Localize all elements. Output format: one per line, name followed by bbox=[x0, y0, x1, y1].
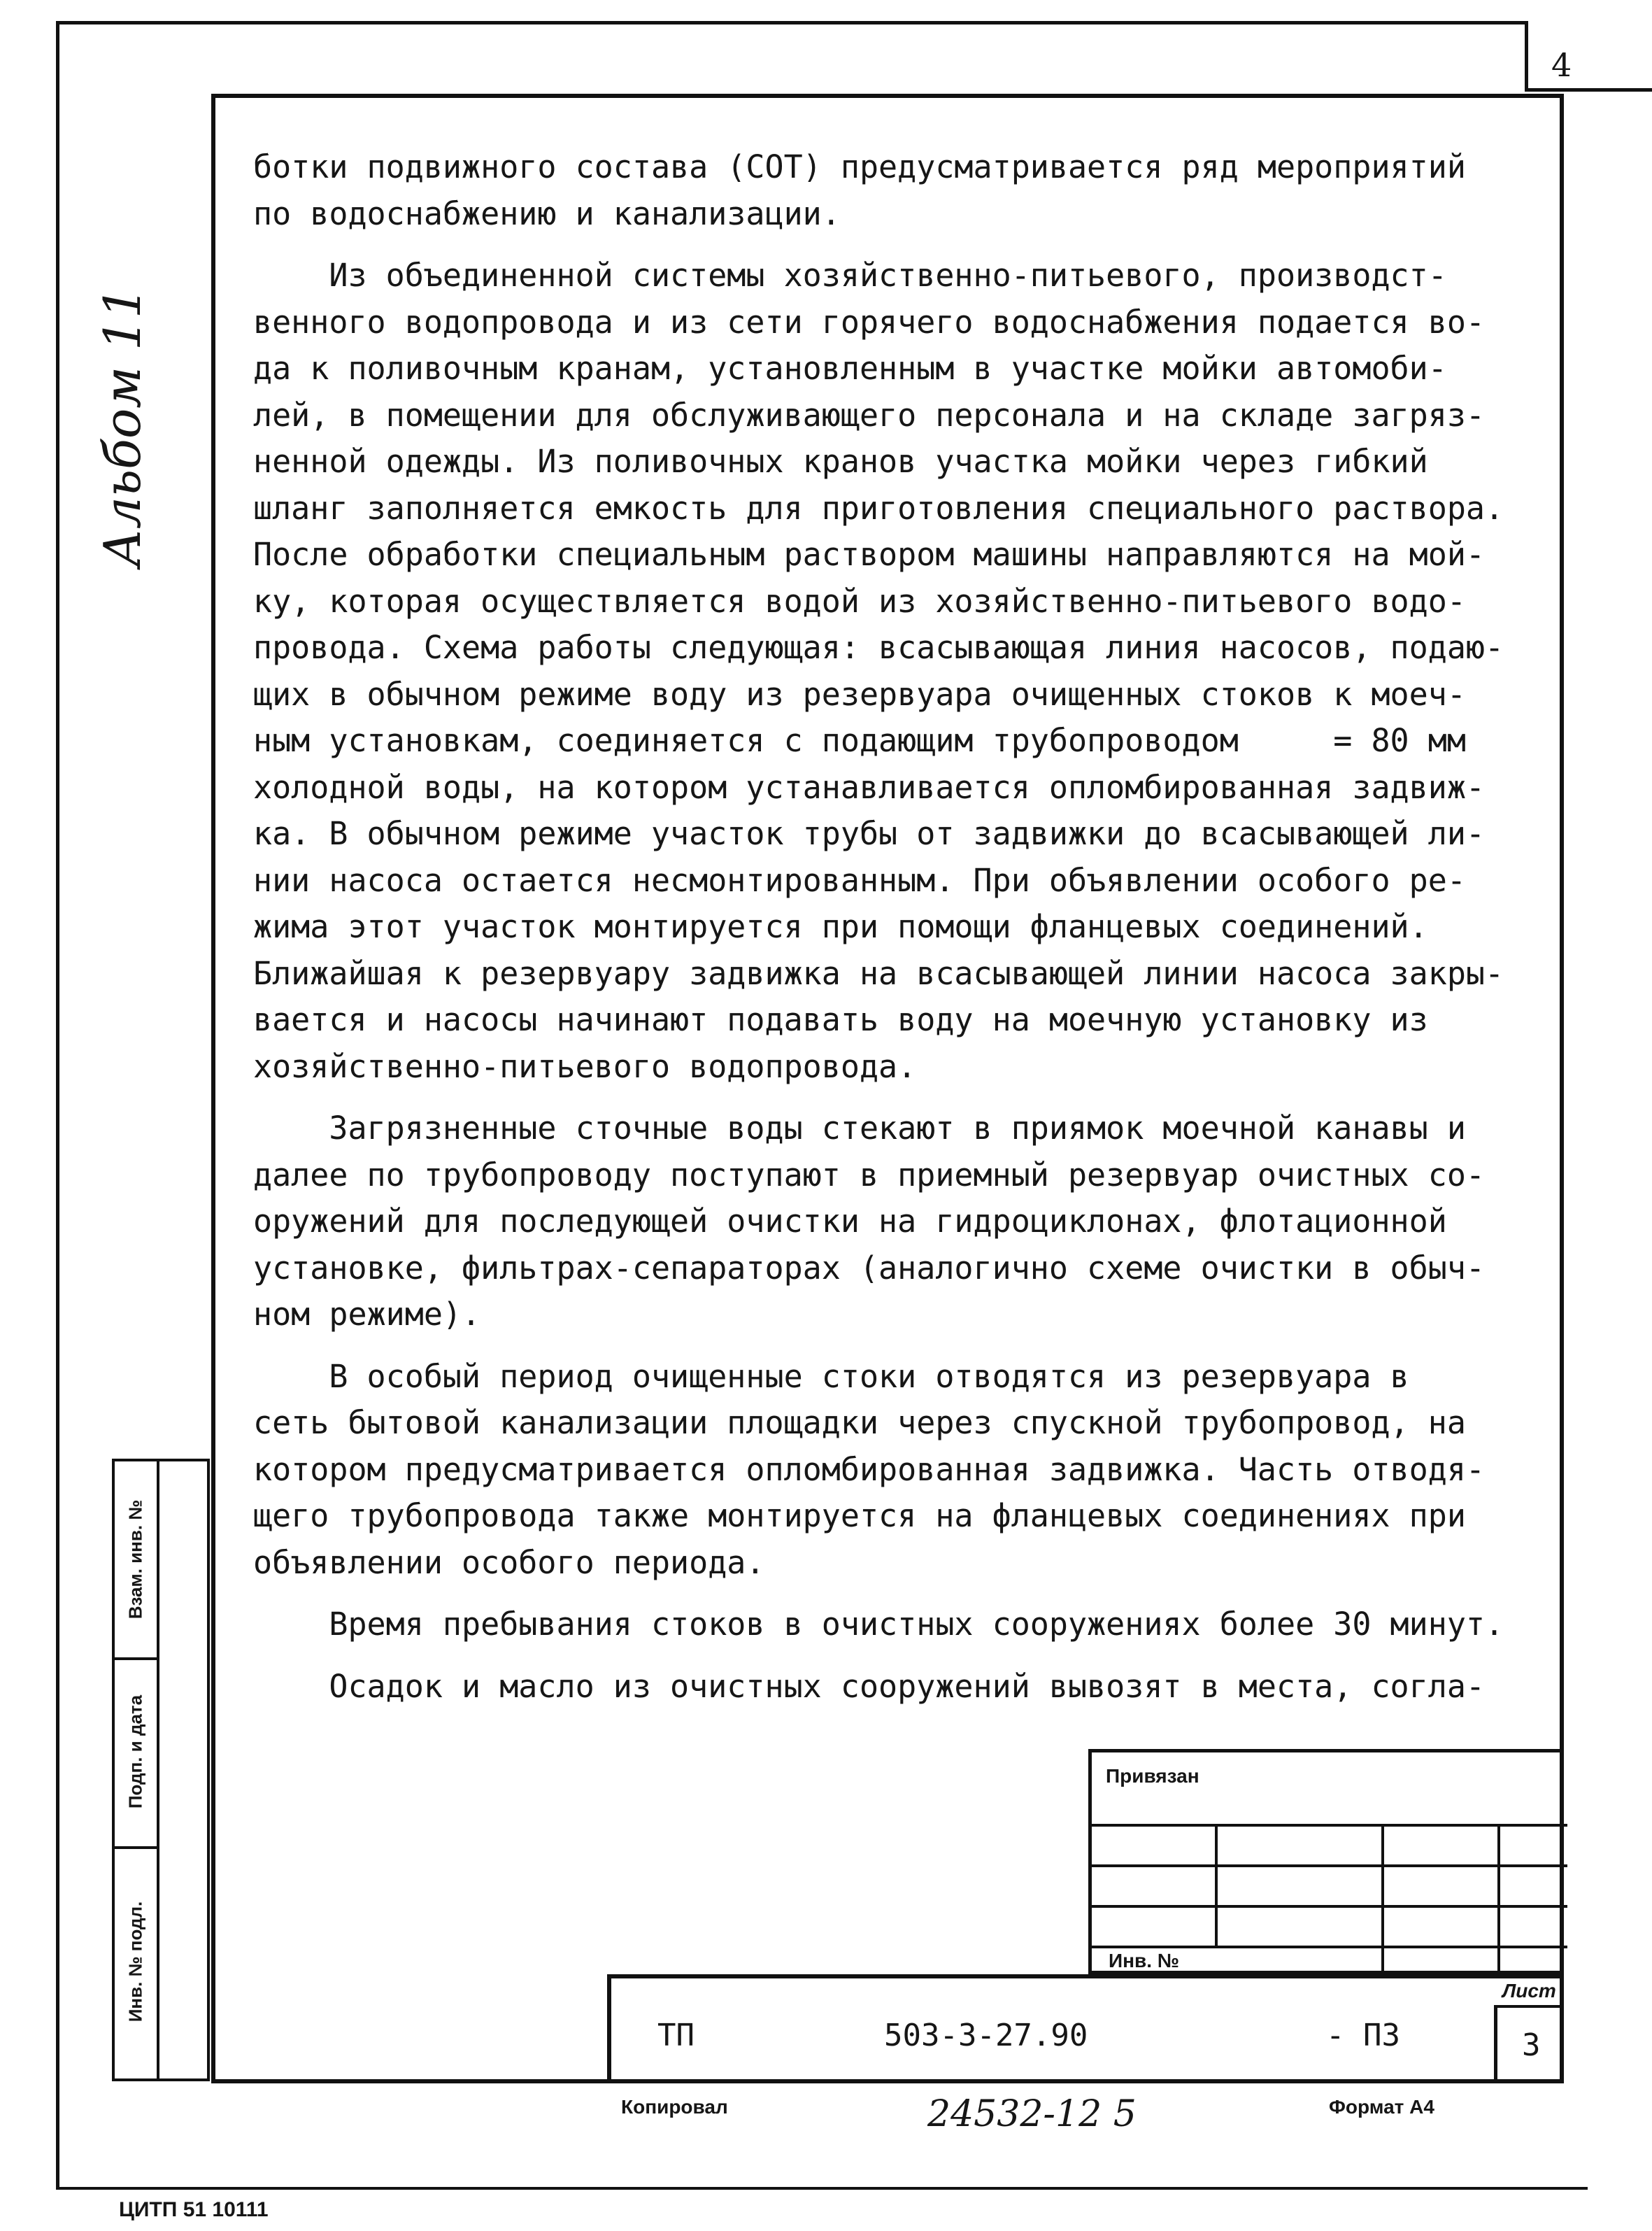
text-line: оружений для последующей очистки на гидроциклонах, флотационной bbox=[253, 1203, 1447, 1240]
text-line: вается и насосы начинают подавать воду на моечную установку из bbox=[253, 1001, 1428, 1038]
stamp-label-signature-date: Подп. и дата bbox=[124, 1694, 146, 1809]
binding-inv-label: Инв. № bbox=[1109, 1950, 1180, 1971]
copied-label: Копировал bbox=[621, 2096, 728, 2118]
text-line: да к поливочным кранам, установленным в участке мойки автомоби- bbox=[253, 350, 1447, 387]
text-line: ку, которая осуществляется водой из хозяйственно-питьевого водо- bbox=[253, 582, 1466, 620]
title-block-sheet-line bbox=[1494, 2005, 1564, 2008]
title-suffix: - ПЗ bbox=[1326, 2018, 1400, 2053]
text-line: Ближайшая к резервуару задвижка на всасывающей линии насоса закры- bbox=[253, 954, 1504, 992]
text-line: установке, фильтрах-сепараторах (аналогично схеме очистки в обыч- bbox=[253, 1249, 1485, 1287]
format-label: Формат А4 bbox=[1329, 2096, 1434, 2118]
sheet-number: 3 bbox=[1522, 2027, 1541, 2063]
paragraph-gap bbox=[253, 1586, 1547, 1601]
page-number-box-left bbox=[1525, 21, 1528, 91]
text-line: Время пребывания стоков в очистных сооружениях более 30 минут. bbox=[253, 1606, 1504, 1643]
text-line: котором предусматривается опломбированная задвижка. Часть отводя- bbox=[253, 1450, 1485, 1488]
text-line: объявлении особого периода. bbox=[253, 1543, 765, 1581]
stamp-divider bbox=[157, 1461, 159, 2078]
binding-row-line bbox=[1092, 1905, 1567, 1908]
text-line: венного водопровода и из сети горячего водоснабжения подается во- bbox=[253, 303, 1485, 341]
text-line: далее по трубопроводу поступают в приемный резервуар очистных со- bbox=[253, 1156, 1485, 1194]
paragraph-gap bbox=[253, 1090, 1547, 1105]
text-line: хозяйственно-питьевого водопровода. bbox=[253, 1047, 917, 1085]
stamp-row-divider bbox=[115, 1846, 157, 1849]
text-line: сеть бытовой канализации площадки через спускной трубопровод, на bbox=[253, 1404, 1466, 1441]
text-line: щих в обычном режиме воду из резервуара очищенных стоков к моеч- bbox=[253, 675, 1466, 713]
page-number-box-bottom bbox=[1525, 88, 1652, 92]
text-line: ненной одежды. Из поливочных кранов участка мойки через гибкий bbox=[253, 443, 1428, 480]
document-body bbox=[253, 144, 1547, 1710]
stamp-row-divider bbox=[115, 1657, 157, 1660]
text-line: Осадок и масло из очистных сооружений вывозят в места, согла- bbox=[253, 1667, 1485, 1705]
page-number: 4 bbox=[1551, 46, 1572, 84]
binding-row-line bbox=[1092, 1946, 1567, 1948]
paragraph-gap bbox=[253, 1338, 1547, 1354]
binding-col-line bbox=[1497, 1824, 1500, 1978]
text-line: шланг заполняется емкость для приготовления специального раствора. bbox=[253, 489, 1504, 527]
binding-col-line bbox=[1215, 1824, 1218, 1946]
text-line: провода. Схема работы следующая: всасывающая линия насосов, подаю- bbox=[253, 629, 1504, 666]
text-line: В особый период очищенные стоки отводятся из резервуара в bbox=[253, 1357, 1409, 1395]
text-line: ка. В обычном режиме участок трубы от задвижки до всасывающей ли- bbox=[253, 815, 1485, 852]
binding-table bbox=[1088, 1749, 1564, 1974]
bottom-stamp: ЦИТП 51 10111 bbox=[119, 2198, 269, 2221]
text-line: холодной воды, на котором устанавливается опломбированная задвиж- bbox=[253, 768, 1485, 806]
text-line: ботки подвижного состава (СОТ) предусматривается ряд мероприятий bbox=[253, 148, 1466, 185]
title-block-sheet-divider bbox=[1494, 2008, 1497, 2083]
document-code: 503-3-27.90 bbox=[884, 2018, 1088, 2053]
sheet-label: Лист bbox=[1502, 1980, 1556, 2002]
title-prefix: ТП bbox=[657, 2018, 695, 2053]
text-line: Загрязненные сточные воды стекают в приямок моечной канавы и bbox=[253, 1110, 1466, 1147]
outer-frame-left bbox=[56, 21, 59, 2190]
paragraph-gap bbox=[253, 237, 1547, 253]
text-line: нии насоса остается несмонтированным. При объявлении особого ре- bbox=[253, 861, 1466, 899]
paragraph-gap bbox=[253, 1648, 1547, 1664]
text-line: Из объединенной системы хозяйственно-питьевого, производст- bbox=[253, 257, 1447, 294]
text-line: ным установкам, соединяется с подающим трубопроводом = 80 мм bbox=[253, 722, 1466, 759]
text-line: по водоснабжению и канализации. bbox=[253, 194, 841, 232]
binding-header: Привязан bbox=[1106, 1765, 1199, 1787]
stamp-label-replacement-inv: Взам. инв. № bbox=[124, 1499, 146, 1620]
album-label: Альбом 11 bbox=[93, 286, 152, 567]
stamp-label-original-inv: Инв. № подл. bbox=[124, 1901, 146, 2023]
binding-row-line bbox=[1092, 1864, 1567, 1867]
binding-row-line bbox=[1092, 1824, 1567, 1827]
text-line: жима этот участок монтируется при помощи фланцевых соединений. bbox=[253, 908, 1428, 945]
outer-frame-top bbox=[56, 21, 1528, 24]
outer-frame-bottom bbox=[56, 2187, 1588, 2190]
margin-stamp-grid bbox=[112, 1459, 210, 2081]
binding-col-line bbox=[1381, 1824, 1384, 1978]
text-line: ном режиме). bbox=[253, 1296, 481, 1333]
handwritten-number: 24532-12 5 bbox=[927, 2093, 1137, 2135]
text-line: После обработки специальным раствором машины направляются на мой- bbox=[253, 536, 1485, 573]
text-line: лей, в помещении для обслуживающего персонала и на складе загряз- bbox=[253, 396, 1485, 434]
text-line: щего трубопровода также монтируется на фланцевых соединениях при bbox=[253, 1497, 1466, 1534]
